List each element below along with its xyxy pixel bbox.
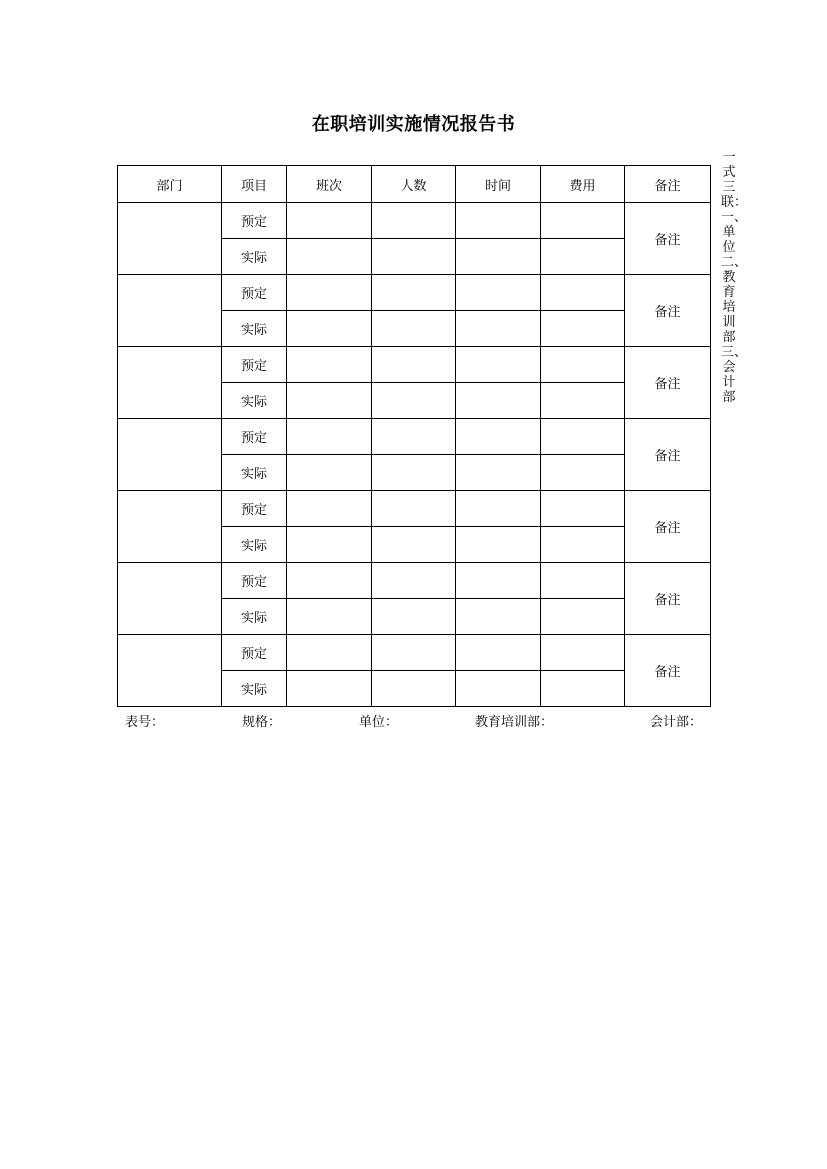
class-session-cell[interactable] (287, 311, 372, 347)
cost-cell[interactable] (541, 599, 625, 635)
department-cell[interactable] (118, 563, 222, 635)
footer-spec: 规格： (242, 715, 282, 730)
item-label-actual: 实际 (222, 599, 287, 635)
cost-cell[interactable] (541, 527, 625, 563)
remark-cell: 备注 (625, 635, 711, 707)
header-item: 项目 (222, 166, 287, 203)
time-cell[interactable] (456, 563, 541, 599)
record-row-planned (118, 203, 711, 239)
training-report-table (117, 165, 711, 707)
headcount-cell[interactable] (372, 203, 456, 239)
time-cell[interactable] (456, 671, 541, 707)
time-cell[interactable] (456, 203, 541, 239)
headcount-cell[interactable] (372, 599, 456, 635)
item-label-actual: 实际 (222, 311, 287, 347)
class-session-cell[interactable] (287, 455, 372, 491)
cost-cell[interactable] (541, 563, 625, 599)
remark-cell: 备注 (625, 203, 711, 275)
headcount-cell[interactable] (372, 311, 456, 347)
item-label-planned: 预定 (222, 419, 287, 455)
cost-cell[interactable] (541, 671, 625, 707)
item-label-actual: 实际 (222, 455, 287, 491)
class-session-cell[interactable] (287, 671, 372, 707)
headcount-cell[interactable] (372, 527, 456, 563)
item-label-actual: 实际 (222, 671, 287, 707)
item-label-actual: 实际 (222, 383, 287, 419)
header-time: 时间 (456, 166, 541, 203)
class-session-cell[interactable] (287, 203, 372, 239)
headcount-cell[interactable] (372, 671, 456, 707)
class-session-cell[interactable] (287, 347, 372, 383)
item-label-planned: 预定 (222, 635, 287, 671)
footer-signatures (117, 711, 710, 729)
record-row-planned (118, 275, 711, 311)
item-label-planned: 预定 (222, 275, 287, 311)
time-cell[interactable] (456, 527, 541, 563)
headcount-cell[interactable] (372, 419, 456, 455)
cost-cell[interactable] (541, 419, 625, 455)
record-row-planned (118, 563, 711, 599)
footer-training-dept: 教育培训部： (475, 715, 554, 730)
class-session-cell[interactable] (287, 275, 372, 311)
headcount-cell[interactable] (372, 635, 456, 671)
record-row-planned (118, 491, 711, 527)
department-cell[interactable] (118, 419, 222, 491)
side-note-copies: 一式三联：一、单位二、教育培训部三、会计部 (721, 150, 748, 405)
header-class-session: 班次 (287, 166, 372, 203)
remark-cell: 备注 (625, 491, 711, 563)
class-session-cell[interactable] (287, 527, 372, 563)
time-cell[interactable] (456, 599, 541, 635)
class-session-cell[interactable] (287, 491, 372, 527)
department-cell[interactable] (118, 635, 222, 707)
footer-form-no: 表号： (125, 715, 165, 730)
headcount-cell[interactable] (372, 491, 456, 527)
remark-cell: 备注 (625, 563, 711, 635)
remark-cell: 备注 (625, 419, 711, 491)
remark-cell: 备注 (625, 347, 711, 419)
cost-cell[interactable] (541, 491, 625, 527)
cost-cell[interactable] (541, 311, 625, 347)
record-row-planned (118, 635, 711, 671)
cost-cell[interactable] (541, 347, 625, 383)
cost-cell[interactable] (541, 383, 625, 419)
time-cell[interactable] (456, 419, 541, 455)
headcount-cell[interactable] (372, 239, 456, 275)
header-department: 部门 (118, 166, 222, 203)
footer-accounting: 会计部： (650, 715, 703, 730)
item-label-planned: 预定 (222, 563, 287, 599)
time-cell[interactable] (456, 311, 541, 347)
footer-unit: 单位： (359, 715, 399, 730)
time-cell[interactable] (456, 491, 541, 527)
item-label-actual: 实际 (222, 527, 287, 563)
time-cell[interactable] (456, 455, 541, 491)
department-cell[interactable] (118, 491, 222, 563)
item-label-planned: 预定 (222, 203, 287, 239)
cost-cell[interactable] (541, 239, 625, 275)
cost-cell[interactable] (541, 455, 625, 491)
headcount-cell[interactable] (372, 455, 456, 491)
header-remark: 备注 (625, 166, 711, 203)
item-label-actual: 实际 (222, 239, 287, 275)
time-cell[interactable] (456, 239, 541, 275)
remark-cell: 备注 (625, 275, 711, 347)
class-session-cell[interactable] (287, 563, 372, 599)
record-row-planned (118, 419, 711, 455)
class-session-cell[interactable] (287, 635, 372, 671)
class-session-cell[interactable] (287, 383, 372, 419)
header-headcount: 人数 (372, 166, 456, 203)
department-cell[interactable] (118, 203, 222, 275)
item-label-planned: 预定 (222, 491, 287, 527)
header-row (118, 166, 711, 203)
department-cell[interactable] (118, 275, 222, 347)
headcount-cell[interactable] (372, 563, 456, 599)
page-title: 在职培训实施情况报告书 (311, 114, 516, 135)
department-cell[interactable] (118, 347, 222, 419)
item-label-planned: 预定 (222, 347, 287, 383)
cost-cell[interactable] (541, 203, 625, 239)
time-cell[interactable] (456, 275, 541, 311)
cost-cell[interactable] (541, 275, 625, 311)
cost-cell[interactable] (541, 635, 625, 671)
headcount-cell[interactable] (372, 275, 456, 311)
class-session-cell[interactable] (287, 599, 372, 635)
header-cost: 费用 (541, 166, 625, 203)
record-row-planned (118, 347, 711, 383)
time-cell[interactable] (456, 635, 541, 671)
class-session-cell[interactable] (287, 419, 372, 455)
time-cell[interactable] (456, 347, 541, 383)
time-cell[interactable] (456, 383, 541, 419)
headcount-cell[interactable] (372, 347, 456, 383)
class-session-cell[interactable] (287, 239, 372, 275)
headcount-cell[interactable] (372, 383, 456, 419)
